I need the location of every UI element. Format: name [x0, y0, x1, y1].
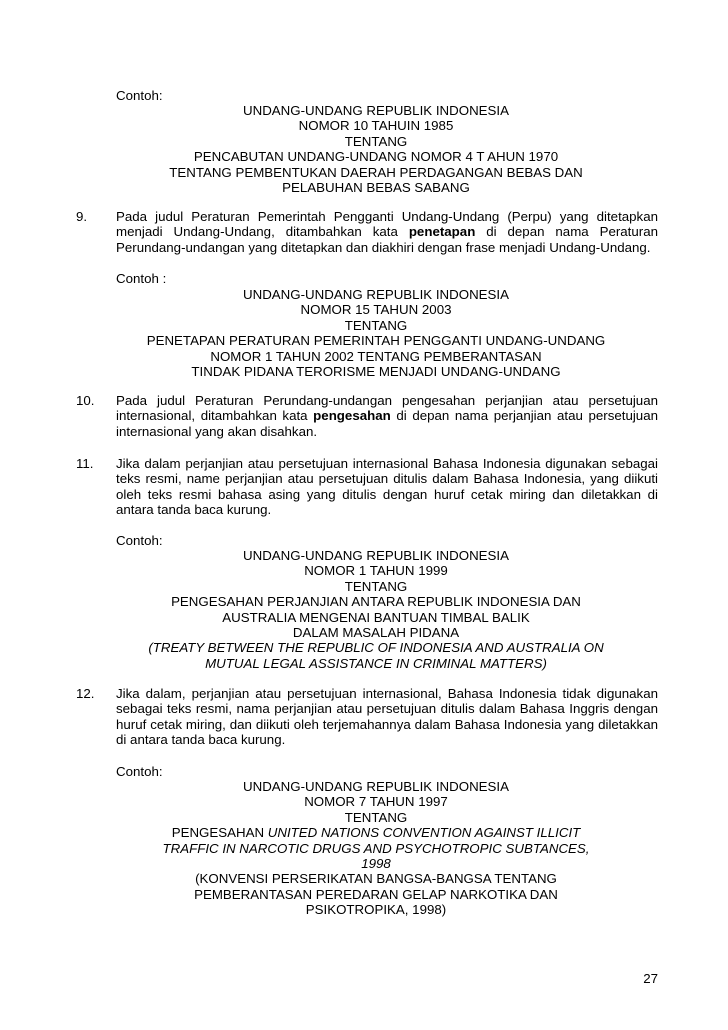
title-line: UNDANG-UNDANG REPUBLIK INDONESIA [243, 548, 509, 563]
item-11-paragraph: Jika dalam perjanjian atau persetujuan internasional Bahasa Indonesia digunakan sebagai teks resmi, name perjanjian atau persetujuan ditulis dalam Bahasa Indonesia, yang diikuti oleh teks resmi bahasa asing yang ditulis dengan huruf cetak miring dan diletakkan di antara tanda baca kurung. [116, 456, 658, 518]
title-line: TENTANG [344, 317, 408, 333]
example-label: Contoh: [116, 88, 163, 103]
title-line: PELABUHAN BEBAS SABANG [282, 180, 470, 196]
item-12-text [116, 686, 658, 748]
title-line: TENTANG [344, 133, 408, 149]
title-line: TENTANG PEMBENTUKAN DAERAH PERDAGANGAN BEBAS DAN [169, 164, 583, 180]
title-line: PENGESAHAN PERJANJIAN ANTARA REPUBLIK INDONESIA DAN [171, 594, 581, 610]
title-line: AUSTRALIA MENGENAI BANTUAN TIMBAL BALIK [222, 609, 530, 625]
item-10-text [116, 393, 658, 439]
title-line: UNDANG-UNDANG REPUBLIK INDONESIA [243, 779, 509, 794]
title-line: NOMOR 15 TAHUN 2003 [300, 302, 452, 318]
title-line: UNDANG-UNDANG REPUBLIK INDONESIA [243, 103, 509, 118]
title-line: PENCABUTAN UNDANG-UNDANG NOMOR 4 T AHUN 1970 [193, 149, 559, 165]
item-9-text-after: di depan nama Peraturan Perundang-undangan yang ditetapkan dan diakhiri dengan frase menjadi Undang-Undang. [116, 224, 658, 255]
title-line: (KONVENSI PERSERIKATAN BANGSA-BANGSA TENTANG [195, 871, 557, 887]
item-number: 12. [76, 686, 95, 701]
example-2 [116, 271, 658, 286]
title-plain-part: PENGESAHAN [171, 825, 268, 841]
example-3 [116, 533, 658, 548]
item-10-bold-term: pengesahan [313, 408, 391, 424]
example-label: Contoh : [116, 271, 167, 286]
example-label: Contoh: [116, 764, 163, 779]
title-line-italic: (TREATY BETWEEN THE REPUBLIC OF INDONESIA AND AUSTRALIA ON [148, 640, 604, 656]
title-line: NOMOR 10 TAHUIN 1985 [298, 118, 454, 134]
item-12-paragraph: Jika dalam, perjanjian atau persetujuan internasional, Bahasa Indonesia tidak digunakan sebagai teks resmi, nama perjanjian atau persetujuan ditulis dalam Bahasa Inggris dengan huruf cetak miring, dan diikuti oleh terjemahannya dalam Bahasa Indonesia yang diletakkan di antara tanda baca kurung. [116, 686, 658, 748]
title-line: NOMOR 7 TAHUN 1997 [304, 794, 448, 810]
item-number: 10. [76, 393, 95, 408]
example-3-title [76, 548, 676, 671]
item-number: 11. [76, 456, 94, 471]
title-line: DALAM MASALAH PIDANA [292, 625, 460, 641]
title-line: TENTANG [344, 809, 408, 825]
example-4 [116, 764, 658, 779]
item-11-text [116, 456, 658, 518]
example-label: Contoh: [116, 533, 163, 548]
title-line: PENETAPAN PERATURAN PEMERINTAH PENGGANTI UNDANG-UNDANG [146, 333, 606, 349]
title-line: NOMOR 1 TAHUN 2002 TENTANG PEMBERANTASAN [210, 348, 542, 364]
title-line: NOMOR 1 TAHUN 1999 [304, 563, 448, 579]
item-number: 9. [76, 209, 88, 224]
title-line: TINDAK PIDANA TERORISME MENJADI UNDANG-UNDANG [191, 364, 561, 380]
item-9-text-before: Pada judul Peraturan Pemerintah Pengganti Undang-Undang (Perpu) yang ditetapkan menjadi Undang-Undang, ditambahkan kata [116, 209, 658, 240]
item-10-text-after: di depan nama perjanjian atau persetujuan internasional yang akan disahkan. [116, 408, 658, 439]
title-line-italic: 1998 [361, 856, 391, 872]
example-1 [116, 88, 658, 103]
item-9-text [116, 209, 658, 255]
title-line: UNDANG-UNDANG REPUBLIK INDONESIA [243, 287, 509, 302]
page-number: 27 [643, 971, 658, 986]
example-1-title [76, 103, 676, 195]
title-line-mixed [76, 825, 676, 840]
title-italic-part: UNITED NATIONS CONVENTION AGAINST ILLICIT [267, 825, 581, 841]
example-2-title [76, 287, 676, 379]
title-line-italic: TRAFFIC IN NARCOTIC DRUGS AND PSYCHOTROPIC SUBTANCES, [162, 840, 590, 856]
title-line: PEMBERANTASAN PEREDARAN GELAP NARKOTIKA DAN [194, 886, 558, 902]
item-10-text-before: Pada judul Peraturan Perundang-undangan pengesahan perjanjian atau persetujuan internasional, ditambahkan kata [116, 393, 658, 424]
example-4-title [76, 779, 676, 918]
title-line: TENTANG [344, 578, 408, 594]
item-9-bold-term: penetapan [408, 224, 476, 240]
title-line: PSIKOTROPIKA, 1998) [305, 902, 447, 918]
title-line-italic: MUTUAL LEGAL ASSISTANCE IN CRIMINAL MATTERS) [205, 655, 547, 671]
